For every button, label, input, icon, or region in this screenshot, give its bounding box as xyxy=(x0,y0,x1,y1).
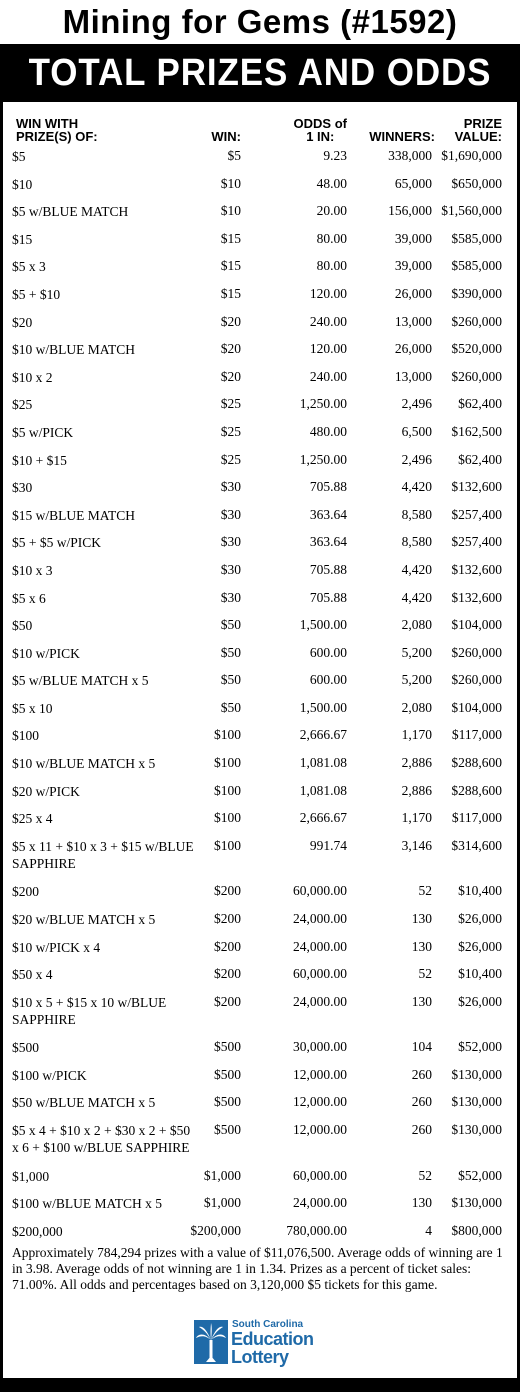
cell-win: $15 xyxy=(220,285,241,301)
cell-win: $200 xyxy=(214,966,241,982)
cell-value: $520,000 xyxy=(451,341,502,357)
table-row xyxy=(3,148,517,176)
palmetto-icon xyxy=(194,1320,228,1364)
cell-odds: 363.64 xyxy=(309,506,347,522)
table-row xyxy=(3,176,517,204)
cell-odds: 2,666.67 xyxy=(299,810,347,826)
cell-win: $1,000 xyxy=(203,1195,241,1211)
cell-winners: 2,496 xyxy=(401,451,432,467)
table-row xyxy=(3,341,517,369)
cell-winners: 130 xyxy=(411,1195,432,1211)
cell-odds: 2,666.67 xyxy=(299,727,347,743)
table-row xyxy=(3,994,517,1040)
footnote: Approximately 784,294 prizes with a value of $11,076,500. Average odds of winning are 1 in 3.98. Average odds of not winning are 1 in 1.34. Prizes as a percent of ticket sales: 71.00%. All odds and percentages based on 3,120,000 $5 tickets for this game. xyxy=(12,1245,503,1292)
cell-value: $26,000 xyxy=(458,993,502,1009)
cell-prize: $10 x 5 + $15 x 10 w/BLUE SAPPHIRE xyxy=(12,994,167,1027)
table-row xyxy=(3,203,517,231)
cell-value: $650,000 xyxy=(451,175,502,191)
table-row xyxy=(3,755,517,783)
cell-prize: $10 + $15 xyxy=(12,452,67,468)
cell-prize: $100 xyxy=(12,728,39,744)
cell-value: $130,000 xyxy=(451,1066,502,1082)
cell-win: $100 xyxy=(214,782,241,798)
cell-win: $10 xyxy=(220,203,241,219)
cell-win: $15 xyxy=(220,230,241,246)
cell-prize: $20 xyxy=(12,314,33,330)
cell-win: $50 xyxy=(220,644,241,660)
cell-value: $104,000 xyxy=(451,699,502,715)
cell-win: $25 xyxy=(220,451,241,467)
header-value-line1: PRIZE xyxy=(463,116,502,131)
cell-winners: 8,580 xyxy=(401,534,432,550)
cell-prize: $500 xyxy=(12,1040,39,1056)
table-row xyxy=(3,1067,517,1095)
cell-winners: 39,000 xyxy=(394,258,432,274)
logo-line2: Education xyxy=(231,1329,314,1349)
cell-winners: 52 xyxy=(418,1167,432,1183)
cell-win: $200 xyxy=(214,910,241,926)
cell-odds: 24,000.00 xyxy=(293,938,347,954)
cell-value: $10,400 xyxy=(458,883,502,899)
cell-value: $117,000 xyxy=(451,727,502,743)
cell-win: $30 xyxy=(220,506,241,522)
header-prize-line1: WIN WITH xyxy=(16,116,79,131)
cell-winners: 2,496 xyxy=(401,396,432,412)
cell-odds: 120.00 xyxy=(309,285,347,301)
cell-win: $20 xyxy=(220,313,241,329)
cell-odds: 1,500.00 xyxy=(299,699,347,715)
table-row xyxy=(3,645,517,673)
table-row xyxy=(3,369,517,397)
cell-odds: 705.88 xyxy=(309,561,347,577)
table-row xyxy=(3,507,517,535)
cell-prize: $1,000 xyxy=(12,1168,50,1184)
cell-odds: 60,000.00 xyxy=(293,883,347,899)
table-row xyxy=(3,314,517,342)
cell-prize: $5 x 6 xyxy=(12,590,46,606)
cell-winners: 26,000 xyxy=(394,341,432,357)
cell-prize: $10 w/PICK xyxy=(12,645,80,661)
table-row xyxy=(3,700,517,728)
cell-winners: 260 xyxy=(411,1066,432,1082)
cell-prize: $50 w/BLUE MATCH x 5 xyxy=(12,1095,156,1111)
table-row xyxy=(3,966,517,994)
cell-odds: 120.00 xyxy=(309,341,347,357)
cell-win: $30 xyxy=(220,589,241,605)
cell-win: $500 xyxy=(214,1039,241,1055)
cell-value: $130,000 xyxy=(451,1122,502,1137)
cell-win: $200 xyxy=(214,993,241,1009)
cell-odds: 1,500.00 xyxy=(299,617,347,633)
table-row xyxy=(3,258,517,286)
table-header xyxy=(3,102,517,148)
cell-prize: $15 xyxy=(12,231,33,247)
cell-win: $500 xyxy=(214,1066,241,1082)
cell-prize: $30 xyxy=(12,480,33,496)
cell-win: $30 xyxy=(220,534,241,550)
cell-win: $50 xyxy=(220,617,241,633)
table-row xyxy=(3,534,517,562)
cell-winners: 5,200 xyxy=(401,644,432,660)
table-row xyxy=(3,911,517,939)
cell-value: $585,000 xyxy=(451,258,502,274)
cell-value: $62,400 xyxy=(458,451,502,467)
cell-winners: 52 xyxy=(418,883,432,899)
cell-win: $100 xyxy=(214,837,241,853)
cell-value: $1,560,000 xyxy=(441,203,502,219)
cell-odds: 1,081.08 xyxy=(299,782,347,798)
table-row xyxy=(3,479,517,507)
cell-winners: 13,000 xyxy=(394,313,432,329)
cell-odds: 60,000.00 xyxy=(293,1167,347,1183)
cell-value: $26,000 xyxy=(458,938,502,954)
cell-value: $585,000 xyxy=(451,230,502,246)
header-win: WIN: xyxy=(211,129,241,144)
table-row xyxy=(3,1122,517,1168)
cell-odds: 60,000.00 xyxy=(293,966,347,982)
table-row xyxy=(3,727,517,755)
cell-value: $132,600 xyxy=(451,589,502,605)
cell-odds: 705.88 xyxy=(309,589,347,605)
table-row xyxy=(3,396,517,424)
table-row xyxy=(3,424,517,452)
cell-value: $162,500 xyxy=(451,423,502,439)
cell-win: $30 xyxy=(220,561,241,577)
cell-value: $800,000 xyxy=(451,1222,502,1238)
cell-value: $26,000 xyxy=(458,910,502,926)
cell-prize: $10 w/BLUE MATCH x 5 xyxy=(12,756,156,772)
cell-win: $20 xyxy=(220,341,241,357)
logo-line3: Lottery xyxy=(231,1347,289,1367)
cell-winners: 6,500 xyxy=(401,423,432,439)
cell-prize: $100 w/PICK xyxy=(12,1067,87,1083)
cell-winners: 8,580 xyxy=(401,506,432,522)
cell-prize: $200,000 xyxy=(12,1223,63,1239)
cell-odds: 1,250.00 xyxy=(299,396,347,412)
sc-education-lottery-logo xyxy=(194,1318,334,1368)
table-row xyxy=(3,286,517,314)
cell-odds: 240.00 xyxy=(309,368,347,384)
header-value xyxy=(455,117,502,143)
cell-odds: 24,000.00 xyxy=(293,993,347,1009)
cell-value: $288,600 xyxy=(451,755,502,771)
cell-prize: $10 x 2 xyxy=(12,369,53,385)
prize-panel xyxy=(3,102,517,1378)
cell-win: $100 xyxy=(214,755,241,771)
cell-value: $130,000 xyxy=(451,1195,502,1211)
cell-value: $52,000 xyxy=(458,1167,502,1183)
cell-prize: $10 w/PICK x 4 xyxy=(12,939,101,955)
prize-frame xyxy=(0,44,520,1392)
cell-prize: $5 w/BLUE MATCH xyxy=(12,204,129,220)
cell-odds: 991.74 xyxy=(309,837,347,853)
cell-prize: $5 w/BLUE MATCH x 5 xyxy=(12,673,149,689)
cell-winners: 1,170 xyxy=(401,727,432,743)
cell-winners: 4,420 xyxy=(401,589,432,605)
cell-prize: $25 xyxy=(12,397,33,413)
cell-winners: 260 xyxy=(411,1122,432,1137)
cell-value: $62,400 xyxy=(458,396,502,412)
cell-prize: $200 xyxy=(12,884,39,900)
cell-odds: 20.00 xyxy=(316,203,347,219)
cell-winners: 4 xyxy=(425,1222,432,1238)
cell-prize: $5 xyxy=(12,149,26,164)
cell-winners: 52 xyxy=(418,966,432,982)
cell-odds: 12,000.00 xyxy=(293,1122,347,1137)
table-row xyxy=(3,1168,517,1196)
cell-winners: 156,000 xyxy=(388,203,432,219)
prize-rows xyxy=(3,148,517,1250)
table-row xyxy=(3,838,517,884)
table-row xyxy=(3,590,517,618)
cell-win: $25 xyxy=(220,423,241,439)
cell-winners: 2,886 xyxy=(401,782,432,798)
header-prize-line2: PRIZE(S) OF: xyxy=(16,129,98,144)
cell-value: $257,400 xyxy=(451,506,502,522)
cell-odds: 1,250.00 xyxy=(299,451,347,467)
cell-odds: 363.64 xyxy=(309,534,347,550)
cell-win: $500 xyxy=(214,1122,241,1137)
cell-odds: 480.00 xyxy=(309,423,347,439)
cell-win: $15 xyxy=(220,258,241,274)
cell-prize: $15 w/BLUE MATCH xyxy=(12,507,136,523)
cell-prize: $5 x 4 + $10 x 2 + $30 x 2 + $50 x 6 + $100 w/BLUE SAPPHIRE xyxy=(12,1123,191,1155)
cell-odds: 780,000.00 xyxy=(286,1222,347,1238)
cell-winners: 338,000 xyxy=(388,148,432,163)
cell-odds: 705.88 xyxy=(309,479,347,495)
cell-prize: $5 x 10 xyxy=(12,700,53,716)
cell-win: $200,000 xyxy=(190,1222,241,1238)
cell-winners: 26,000 xyxy=(394,285,432,301)
cell-value: $104,000 xyxy=(451,617,502,633)
cell-prize: $25 x 4 xyxy=(12,811,53,827)
cell-odds: 12,000.00 xyxy=(293,1066,347,1082)
cell-winners: 2,080 xyxy=(401,617,432,633)
header-value-line2: VALUE: xyxy=(454,129,502,144)
cell-prize: $10 x 3 xyxy=(12,562,53,578)
header-odds-line2: 1 IN: xyxy=(306,129,335,144)
cell-winners: 2,886 xyxy=(401,755,432,771)
cell-value: $117,000 xyxy=(451,810,502,826)
table-row xyxy=(3,810,517,838)
cell-winners: 130 xyxy=(411,938,432,954)
table-row xyxy=(3,562,517,590)
cell-prize: $20 w/PICK xyxy=(12,783,80,799)
cell-win: $50 xyxy=(220,699,241,715)
cell-winners: 1,170 xyxy=(401,810,432,826)
cell-odds: 12,000.00 xyxy=(293,1094,347,1110)
header-odds-line1: ODDS of xyxy=(293,116,347,131)
cell-winners: 5,200 xyxy=(401,672,432,688)
cell-value: $10,400 xyxy=(458,966,502,982)
cell-win: $10 xyxy=(220,175,241,191)
cell-odds: 24,000.00 xyxy=(293,910,347,926)
table-row xyxy=(3,1195,517,1223)
table-row xyxy=(3,231,517,259)
banner-heading: TOTAL PRIZES AND ODDS xyxy=(28,51,492,94)
cell-winners: 39,000 xyxy=(394,230,432,246)
cell-prize: $20 w/BLUE MATCH x 5 xyxy=(12,911,156,927)
cell-prize: $10 xyxy=(12,176,33,192)
cell-win: $200 xyxy=(214,883,241,899)
cell-win: $5 xyxy=(227,148,241,163)
cell-value: $257,400 xyxy=(451,534,502,550)
cell-win: $20 xyxy=(220,368,241,384)
header-winners: WINNERS: xyxy=(369,129,435,144)
cell-value: $52,000 xyxy=(458,1039,502,1055)
cell-win: $50 xyxy=(220,672,241,688)
cell-winners: 130 xyxy=(411,910,432,926)
cell-winners: 104 xyxy=(411,1039,432,1055)
cell-prize: $50 xyxy=(12,618,33,634)
cell-odds: 80.00 xyxy=(316,230,347,246)
logo-line1: South Carolina xyxy=(232,1319,304,1330)
cell-win: $1,000 xyxy=(203,1167,241,1183)
cell-value: $260,000 xyxy=(451,644,502,660)
cell-prize: $10 w/BLUE MATCH xyxy=(12,342,136,358)
cell-value: $390,000 xyxy=(451,285,502,301)
cell-prize: $100 w/BLUE MATCH x 5 xyxy=(12,1196,163,1212)
header-odds xyxy=(294,117,347,143)
cell-winners: 13,000 xyxy=(394,368,432,384)
cell-value: $132,600 xyxy=(451,561,502,577)
cell-value: $260,000 xyxy=(451,368,502,384)
cell-value: $288,600 xyxy=(451,782,502,798)
cell-win: $25 xyxy=(220,396,241,412)
cell-win: $200 xyxy=(214,938,241,954)
cell-win: $100 xyxy=(214,810,241,826)
cell-odds: 240.00 xyxy=(309,313,347,329)
table-row xyxy=(3,783,517,811)
cell-value: $260,000 xyxy=(451,672,502,688)
cell-odds: 600.00 xyxy=(309,644,347,660)
cell-odds: 48.00 xyxy=(316,175,347,191)
cell-prize: $5 x 11 + $10 x 3 + $15 w/BLUE SAPPHIRE xyxy=(12,838,194,871)
cell-value: $314,600 xyxy=(451,837,502,853)
header-prize xyxy=(16,117,98,143)
cell-win: $30 xyxy=(220,479,241,495)
cell-winners: 2,080 xyxy=(401,699,432,715)
cell-winners: 4,420 xyxy=(401,561,432,577)
cell-win: $500 xyxy=(214,1094,241,1110)
table-row xyxy=(3,672,517,700)
cell-winners: 3,146 xyxy=(401,837,432,853)
table-row xyxy=(3,452,517,480)
cell-value: $1,690,000 xyxy=(441,148,502,163)
game-title: Mining for Gems (#1592) xyxy=(62,3,458,40)
cell-win: $100 xyxy=(214,727,241,743)
table-row xyxy=(3,1039,517,1067)
table-row xyxy=(3,617,517,645)
cell-odds: 30,000.00 xyxy=(293,1039,347,1055)
table-row xyxy=(3,939,517,967)
table-row xyxy=(3,1094,517,1122)
cell-odds: 80.00 xyxy=(316,258,347,274)
cell-winners: 260 xyxy=(411,1094,432,1110)
cell-value: $260,000 xyxy=(451,313,502,329)
cell-prize: $5 + $5 w/PICK xyxy=(12,535,101,551)
cell-prize: $5 w/PICK xyxy=(12,424,74,440)
cell-prize: $5 + $10 xyxy=(12,286,61,302)
cell-value: $130,000 xyxy=(451,1094,502,1110)
cell-prize: $5 x 3 xyxy=(12,259,46,275)
cell-winners: 65,000 xyxy=(394,175,432,191)
cell-winners: 4,420 xyxy=(401,479,432,495)
cell-value: $132,600 xyxy=(451,479,502,495)
cell-prize: $50 x 4 xyxy=(12,967,53,983)
cell-winners: 130 xyxy=(411,993,432,1009)
cell-odds: 24,000.00 xyxy=(293,1195,347,1211)
table-row xyxy=(3,883,517,911)
cell-odds: 9.23 xyxy=(323,148,347,163)
cell-odds: 1,081.08 xyxy=(299,755,347,771)
cell-odds: 600.00 xyxy=(309,672,347,688)
